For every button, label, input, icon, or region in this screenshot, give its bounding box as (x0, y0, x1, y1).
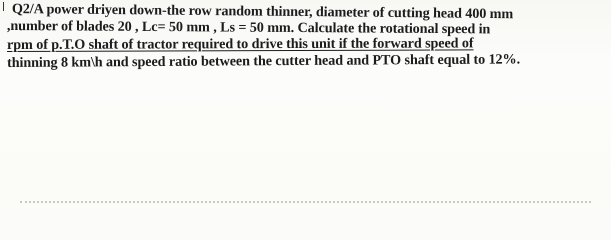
question-line-3: rpm of p.T.O shaft of tractor required to drive this unit if the forward speed of (7, 35, 474, 53)
question-line-2: ,number of blades 20 , Lc= 50 mm , Ls = 50 mm. Calculate the rotational speed in (6, 18, 491, 38)
question-line-1: Q2/A power driyen down-the row random thinner, diameter of cutting head 400 mm (11, 1, 514, 23)
faint-next-line (20, 199, 591, 203)
margin-mark (3, 2, 7, 11)
question-line-4: thinning 8 km\h and speed ratio between the cutter head and PTO shaft equal to 12%. (7, 51, 521, 71)
